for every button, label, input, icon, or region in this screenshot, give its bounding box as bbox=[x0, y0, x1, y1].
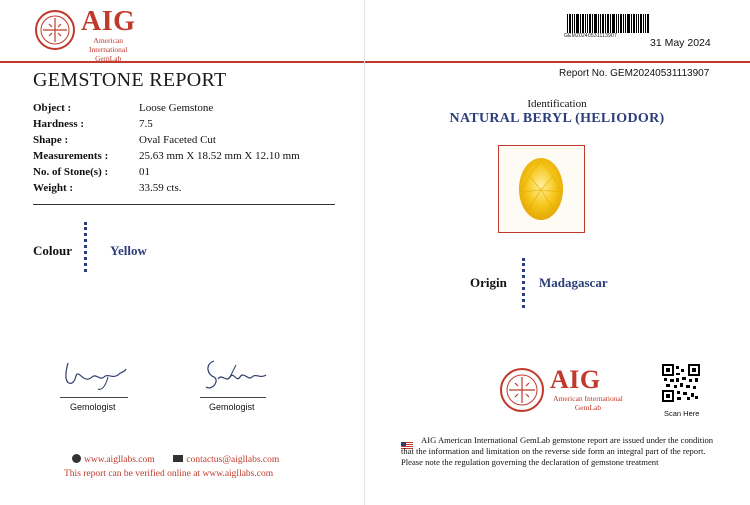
gem-photo bbox=[498, 145, 585, 233]
field-value: Oval Faceted Cut bbox=[139, 134, 216, 146]
aig-emblem-icon bbox=[500, 368, 544, 412]
colour-label: Colour bbox=[33, 243, 72, 258]
verify-note: This report can be verified online at www.aigllabs.com bbox=[64, 469, 274, 479]
signature-2 bbox=[200, 355, 270, 395]
colour-value: Yellow bbox=[110, 243, 147, 258]
field-label: Object : bbox=[33, 102, 72, 114]
origin-label: Origin bbox=[470, 275, 507, 290]
logo-title: AIG bbox=[550, 365, 601, 394]
field-label: No. of Stone(s) : bbox=[33, 166, 109, 178]
field-row bbox=[33, 118, 153, 130]
logo-title: AIG bbox=[81, 6, 136, 37]
field-row bbox=[33, 182, 181, 194]
dotted-separator bbox=[84, 222, 87, 272]
logo-subtitle-2: GemLab bbox=[95, 54, 122, 63]
qr-code-icon[interactable] bbox=[662, 364, 700, 402]
gemologist-label: Gemologist bbox=[209, 402, 255, 412]
field-value: 33.59 cts. bbox=[139, 182, 182, 194]
report-date: 31 May 2024 bbox=[650, 37, 711, 49]
scan-label: Scan Here bbox=[664, 409, 700, 418]
dotted-separator bbox=[522, 258, 525, 308]
page-title: GEMSTONE REPORT bbox=[33, 69, 227, 91]
signature-line bbox=[200, 397, 266, 398]
field-row bbox=[33, 150, 300, 162]
field-value: 25.63 mm X 18.52 mm X 12.10 mm bbox=[139, 150, 300, 162]
gem-identification: NATURAL BERYL (HELIODOR) bbox=[449, 111, 665, 126]
email-link[interactable]: contactus@aigllabs.com bbox=[186, 455, 280, 465]
barcode-text: GEM20240531113907 bbox=[564, 33, 617, 39]
signature-line bbox=[60, 397, 128, 398]
field-row bbox=[33, 134, 216, 146]
field-row bbox=[33, 166, 150, 178]
aig-emblem-icon bbox=[35, 10, 75, 50]
logo-subtitle-1: American International bbox=[89, 36, 128, 54]
website-link[interactable]: www.aigllabs.com bbox=[84, 455, 155, 465]
page-fold-divider bbox=[364, 0, 365, 505]
signature-1 bbox=[62, 355, 132, 395]
field-value: Loose Gemstone bbox=[139, 102, 214, 114]
field-value: 7.5 bbox=[139, 118, 153, 130]
globe-icon bbox=[72, 454, 81, 463]
field-label: Hardness : bbox=[33, 118, 85, 130]
origin-value: Madagascar bbox=[539, 275, 608, 290]
field-row bbox=[33, 102, 213, 114]
logo-subtitle-1: American International bbox=[553, 394, 623, 403]
field-value: 01 bbox=[139, 166, 150, 178]
section-divider bbox=[33, 204, 335, 205]
contact-line bbox=[72, 454, 279, 465]
gemologist-label: Gemologist bbox=[70, 402, 116, 412]
identification-heading: Identification bbox=[527, 98, 587, 110]
logo-subtitle-2: GemLab bbox=[574, 403, 602, 412]
field-label: Measurements : bbox=[33, 150, 109, 162]
disclaimer-text: AIG American International GemLab gemstone report are issued under the condition that the information and limitation on the reverse side form an integral part of the report. Please note the regulation governing the declaration of gemstone treatment bbox=[401, 435, 714, 467]
barcode-icon bbox=[567, 14, 649, 33]
field-label: Shape : bbox=[33, 134, 69, 146]
field-label: Weight : bbox=[33, 182, 74, 194]
report-number: Report No. GEM20240531113907 bbox=[559, 68, 710, 79]
envelope-icon bbox=[173, 455, 183, 462]
